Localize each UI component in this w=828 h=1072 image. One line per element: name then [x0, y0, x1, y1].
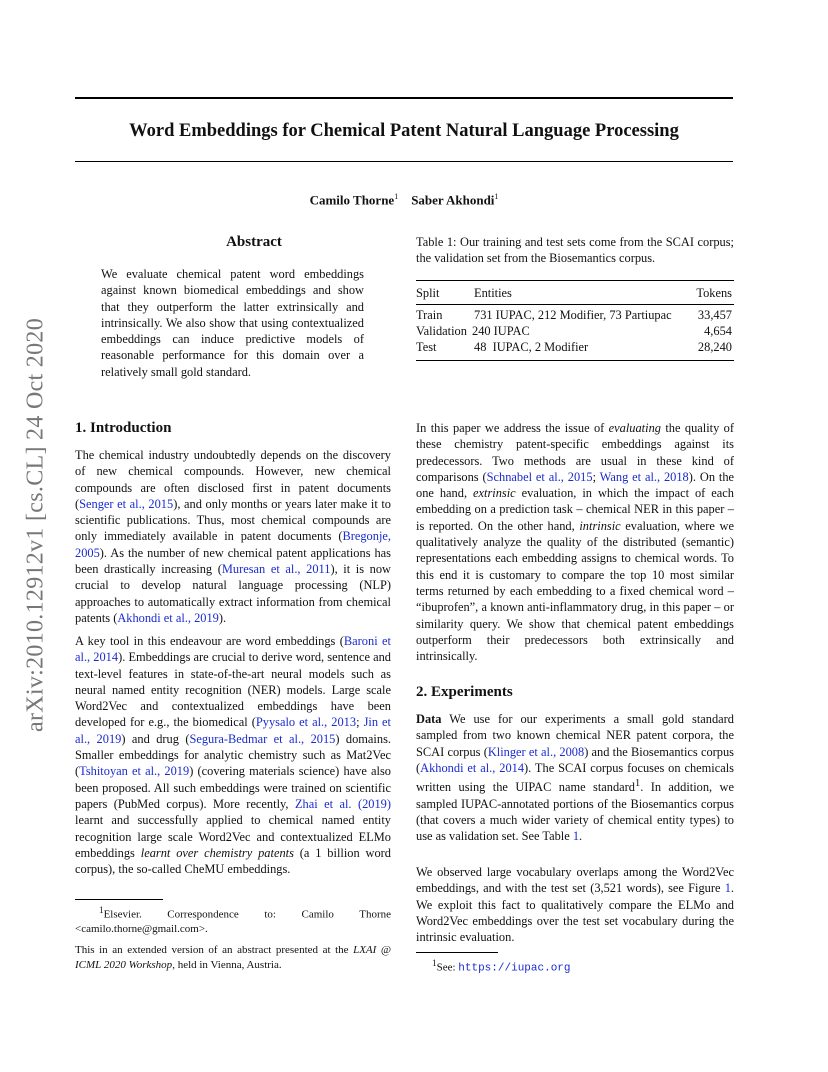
url-footnote [416, 956, 750, 976]
arxiv-stamp-text: arXiv:2010.12912v1 [cs.CL] 24 Oct 2020 [22, 317, 49, 733]
note-text: This in an extended version of an abstract presented at the [75, 944, 354, 956]
text-run: ; [592, 469, 600, 484]
section-heading-experiments: 2. Experiments [416, 684, 513, 700]
citation-link[interactable]: 1 [724, 881, 731, 896]
introduction-paragraph-2 [75, 633, 391, 877]
table-header-cell: Tokens [696, 286, 732, 300]
text-run: ; [356, 715, 364, 730]
note-text: , held in Vienna, Austria. [172, 959, 282, 971]
footnote-url-link[interactable]: https://iupac.org [458, 962, 571, 975]
footnote-mark: 1 [432, 958, 437, 968]
text-run: . In addition, we sampled IUPAC-annotated portions of the Biosemantics corpus (that covers a much wider variety of chemical entity types) to use as validation set. See Table [416, 780, 735, 844]
experiments-data-paragraph [416, 711, 734, 845]
citation-link[interactable]: Zhai et al. (2019) [294, 796, 391, 811]
emphasis-text: evaluating [608, 421, 661, 435]
paragraph-body [416, 712, 734, 843]
text-run: the quality of these chemistry patent-specific embeddings against its predecessors. Two methods are usual in these kind of comparisons ( [416, 421, 734, 484]
citation-link[interactable]: Segura-Bedmar et al., 2015 [189, 731, 336, 746]
table-cell: Validation [416, 324, 467, 338]
abstract-heading: Abstract [226, 234, 282, 250]
paragraph-text [416, 420, 734, 664]
text-run: ), it is now crucial to develop natural language processing (NLP) approaches to automatically extract information from chemical patents ( [75, 562, 391, 625]
paragraph-text [416, 711, 734, 845]
citation-link[interactable]: Jin et al., 2019 [75, 715, 392, 746]
citation-link[interactable]: 1 [572, 829, 580, 844]
text-run: evaluation, where we qualitatively analyze the quality of the distributed (semantic) representations each embedding assigns to chemical words. To this end it is customary to compare the top 10 most similar terms returned by each embedding to a fixed chemical word – “ibuprofen”, a known anti-inflammatory drug, in this paper – or similarity query. We show that chemical patent embeddings outperform their predecessors both extrinsically and intrinsically. [416, 518, 734, 664]
note-venue: LXAI @ ICML 2020 Workshop [75, 944, 391, 971]
emphasis-text: intrinsic [579, 518, 621, 533]
citation-link[interactable]: Klinger et al., 2008 [487, 744, 585, 759]
text-run: ) domains. Smaller embeddings for analytic chemistry such as Mat2Vec ( [75, 731, 391, 779]
text-run: . We exploit this fact to qualitatively compare the ELMo and Word2Vec embeddings over the test set vocabulary during the intrinsic evaluation. [416, 881, 734, 945]
arxiv-stamp [18, 290, 54, 760]
title-rule-bottom [75, 161, 733, 162]
author-affil-mark: 1 [394, 192, 399, 201]
workshop-note [75, 943, 391, 973]
citation-link[interactable]: Akhondi et al., 2019 [117, 610, 219, 625]
paragraph-text [75, 447, 391, 626]
text-run: (a 1 billion word corpus), the so-called CheMU embeddings. [75, 845, 391, 877]
section-heading-introduction: 1. Introduction [75, 420, 172, 436]
affiliation-footnote [75, 903, 391, 936]
citation-link[interactable]: Senger et al., 2015 [79, 496, 174, 511]
citation-link[interactable]: Pyysalo et al., 2013 [255, 715, 357, 730]
table-rule-top [416, 280, 734, 281]
footnote-ref[interactable]: 1 [635, 778, 641, 790]
table-cell: 4,654 [704, 324, 732, 338]
paper-title: Word Embeddings for Chemical Patent Natural Language Processing [129, 121, 679, 141]
footnote-rule [75, 899, 163, 900]
emphasis-text: learnt over chemistry patents [140, 845, 294, 860]
footnote-rule [416, 952, 498, 953]
table-rule-bottom [416, 360, 734, 361]
citation-link[interactable]: Muresan et al., 2011 [221, 562, 331, 577]
citation-link[interactable]: Bregonje, 2005 [75, 529, 391, 560]
footnote-mark: 1 [99, 905, 104, 915]
author-name: Camilo Thorne [309, 192, 395, 208]
introduction-paragraph-3 [416, 420, 734, 664]
table-1 [416, 280, 734, 362]
text-run: ). The SCAI corpus focuses on chemicals written using the UIPAC name standard [416, 760, 734, 795]
text-run: learnt and successfully applied to chemical named entity recognition large scale Word2Vec and contextualized ELMo embeddings [75, 813, 391, 860]
table-header-cell: Split [416, 286, 440, 300]
table-cell: Test [416, 340, 437, 354]
table-cell: 33,457 [697, 308, 732, 322]
text-run: . [579, 829, 583, 844]
text-run: ) (covering materials science) have also been proposed. All such embeddings were trained on scientific papers (PubMed corpus). More recently, [75, 764, 391, 811]
citation-link[interactable]: Tshitoyan et al., 2019 [79, 764, 190, 779]
author-list [75, 192, 733, 208]
paragraph-text [416, 864, 734, 945]
author-name: Saber Akhondi [411, 192, 495, 208]
table-cell: 731 IUPAC, 212 Modifier, 73 Partiupac [474, 308, 672, 322]
introduction-paragraph-1 [75, 447, 391, 626]
text-run: evaluation, in which the impact of each embedding on a prediction task – chemical NER in this paper – is reported. On the other hand, [416, 486, 734, 533]
footnote-text: Elsevier. Correspondence to: Camilo Thorne <camilo.thorne@gmail.com>. [75, 908, 391, 935]
table-cell: 240 IUPAC [472, 324, 530, 338]
text-run: We observed large vocabulary overlaps among the Word2Vec embeddings, and with the test set (3,521 words), see Figure [416, 865, 734, 896]
table-cell: Train [416, 308, 443, 322]
citation-link[interactable]: Schnabel et al., 2015 [486, 469, 593, 484]
table-rule-mid [416, 304, 734, 305]
citation-link[interactable]: Akhondi et al., 2014 [420, 760, 525, 775]
abstract-body [101, 266, 364, 380]
table-header-cell: Entities [474, 286, 512, 300]
paragraph-text [75, 633, 391, 877]
table-cell: 28,240 [697, 340, 732, 354]
paragraph-label: Data [416, 712, 442, 726]
text-run: The chemical industry undoubtedly depends on the discovery of new chemical compounds. However, new chemical compounds are often disclosed first in patent documents ( [75, 448, 391, 511]
table-caption: Table 1: Our training and test sets come from the SCAI corpus; the validation set from the Biosemantics corpus. [416, 235, 734, 266]
emphasis-text: extrinsic [473, 486, 516, 501]
author-affil-mark: 1 [494, 192, 499, 201]
text-run: ). On the one hand, [416, 469, 735, 501]
text-run: We use for our experiments a small gold standard sampled from two known chemical NER patent corpora, the SCAI corpus ( [416, 712, 734, 759]
experiments-observation-paragraph [416, 864, 734, 945]
text-run: ) and drug ( [121, 731, 190, 746]
text-run: ) and the Biosemantics corpus ( [416, 744, 734, 775]
title-rule-top [75, 97, 733, 99]
text-run: ). [218, 610, 227, 625]
citation-link[interactable]: Baroni et al., 2014 [75, 634, 392, 665]
citation-link[interactable]: Wang et al., 2018 [599, 469, 689, 484]
table-cell: 48 IUPAC, 2 Modifier [474, 340, 589, 354]
footnote-label: See: [436, 961, 459, 974]
text-run: A key tool in this endeavour are word embeddings ( [75, 634, 344, 648]
text-run: ). As the number of new chemical patent applications has been drastically increasing ( [75, 545, 391, 577]
text-run: ), and only months or years later make it to scientific publications. Thus, most chemical compounds are only immediately available in patent documents ( [75, 496, 392, 544]
text-run: In this paper we address the issue of [416, 421, 609, 435]
abstract-text: We evaluate chemical patent word embeddings against known biomedical embeddings and show that they outperform the latter extrinsically and intrinsically. We also show that using contextualized embeddings can induce predictive models of reasonable performance for this domain over a relatively small gold standard. [101, 267, 364, 379]
text-run: ). Embeddings are crucial to derive word, sentence and text-level features in state-of-the-art neural models such as neural named entity recognition (NER) models. Large scale Word2Vec and contextualized embeddings have been developed for e.g., the biomedical ( [75, 650, 391, 730]
